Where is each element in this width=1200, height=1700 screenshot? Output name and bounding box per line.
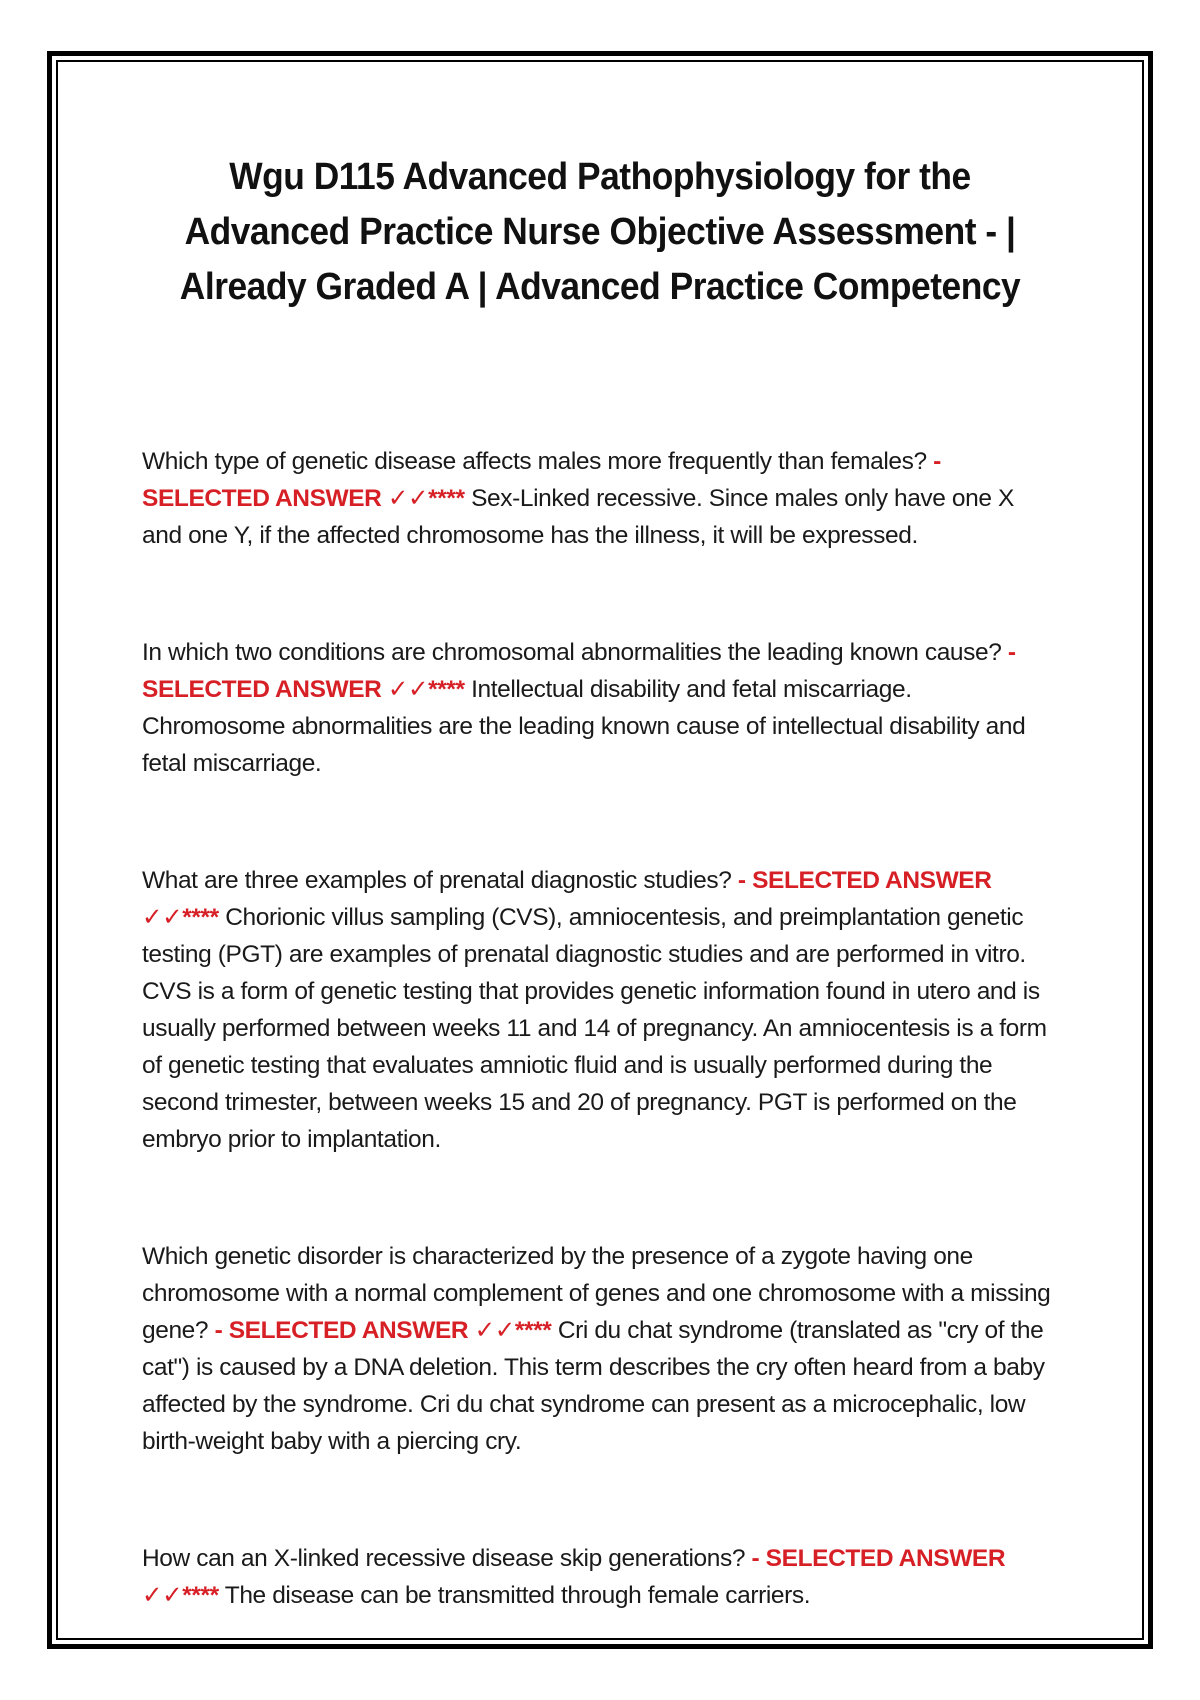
selected-answer-marker: - SELECTED ANSWER ✓✓**** xyxy=(214,1317,552,1344)
qa-item xyxy=(142,1238,1058,1460)
selected-answer-marker: - SELECTED ANSWER ✓✓**** xyxy=(142,639,1016,703)
question-text: Which genetic disorder is characterized by the presence of a zygote having one chromosome with a normal complement of genes and one chromosome with a missing gene? xyxy=(142,1243,1051,1344)
question-text: Which type of genetic disease affects males more frequently than females? xyxy=(142,448,927,475)
answer-text: The disease can be transmitted through female carriers. xyxy=(224,1582,811,1609)
answer-text: Intellectual disability and fetal miscarriage. Chromosome abnormalities are the leading known cause of intellectual disability and fetal miscarriage. xyxy=(142,676,1026,777)
qa-item xyxy=(142,1540,1058,1614)
qa-item xyxy=(142,634,1058,782)
answer-text: Cri du chat syndrome (translated as "cry of the cat") is caused by a DNA deletion. This term describes the cry often heard from a baby affected by the syndrome. Cri du chat syndrome can present as a microcephalic, low birth-weight baby with a piercing cry. xyxy=(142,1317,1045,1455)
question-text: In which two conditions are chromosomal abnormalities the leading known cause? xyxy=(142,639,1002,666)
selected-answer-marker: - SELECTED ANSWER ✓✓**** xyxy=(142,867,992,931)
selected-answer-marker: - SELECTED ANSWER ✓✓**** xyxy=(142,448,941,512)
question-text: What are three examples of prenatal diagnostic studies? xyxy=(142,867,732,894)
document-title: Wgu D115 Advanced Pathophysiology for the Advanced Practice Nurse Objective Assessment - | Already Graded A | Advanced Practice Competency xyxy=(179,156,1021,308)
answer-text: Chorionic villus sampling (CVS), amniocentesis, and preimplantation genetic testing (PGT) are examples of prenatal diagnostic studies and are performed in vitro. CVS is a form of genetic testing that provides genetic information found in utero and is usually performed between weeks 11 and 14 of pregnancy. An amniocentesis is a form of genetic testing that evaluates amniotic fluid and is usually performed during the second trimester, between weeks 15 and 20 of pregnancy. PGT is performed on the embryo prior to implantation. xyxy=(142,904,1047,1153)
selected-answer-marker: - SELECTED ANSWER ✓✓**** xyxy=(142,1545,1006,1609)
qa-list xyxy=(142,443,1058,1614)
qa-item xyxy=(142,443,1058,554)
document-body xyxy=(142,150,1058,1614)
qa-item xyxy=(142,862,1058,1158)
answer-text: Sex-Linked recessive. Since males only have one X and one Y, if the affected chromosome has the illness, it will be expressed. xyxy=(142,485,1014,549)
question-text: How can an X-linked recessive disease skip generations? xyxy=(142,1545,746,1572)
